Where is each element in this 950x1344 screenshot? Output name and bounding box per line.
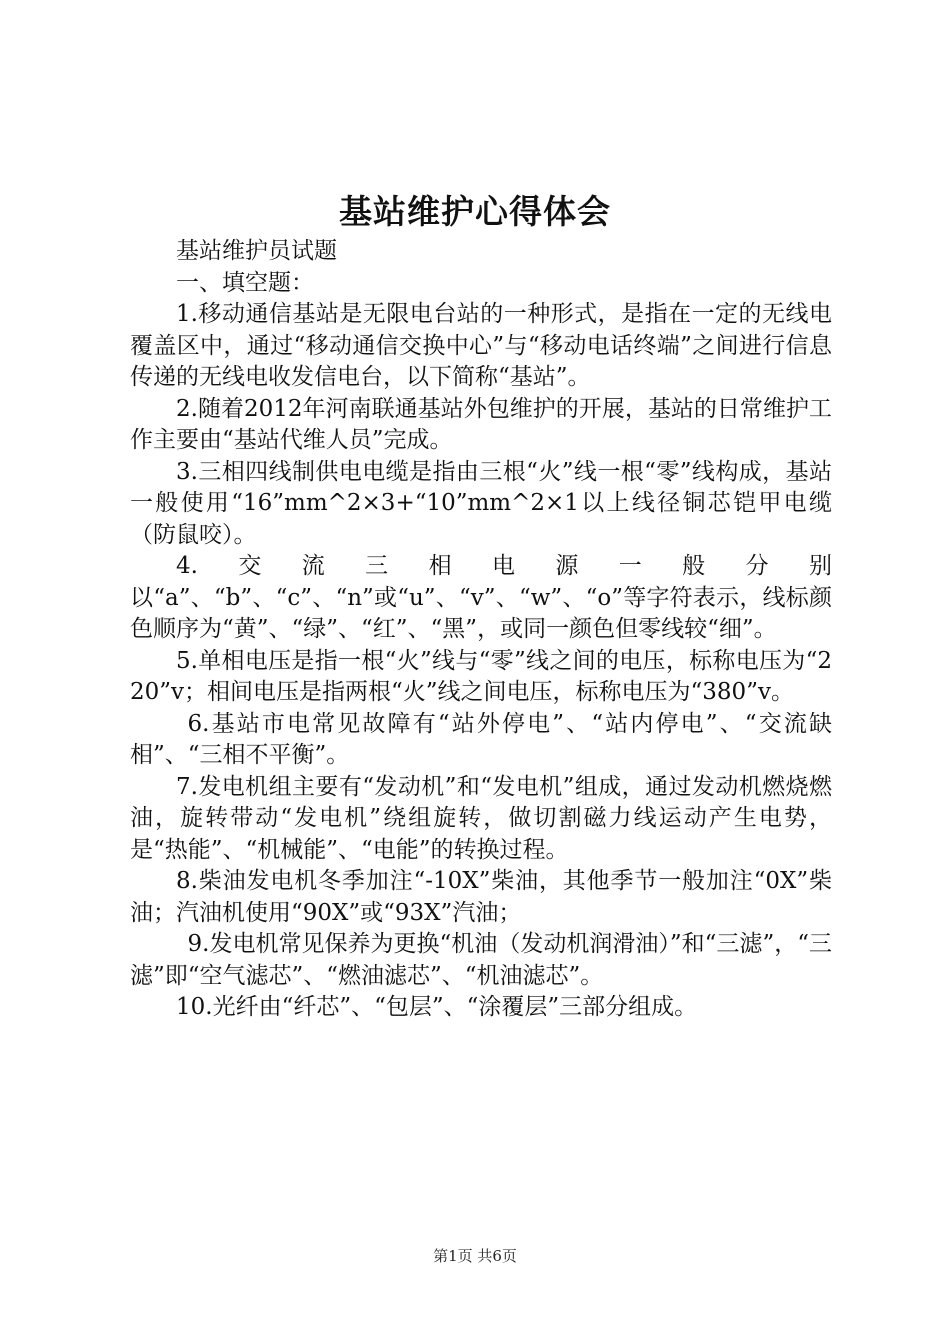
page-number-footer: 第1页 共6页 <box>433 1247 517 1265</box>
paragraph-item-9: 9.发电机常见保养为更换“机油（发动机润滑油）”和“三滤”，“三滤”即“空气滤芯”、“燃油滤芯”、“机油滤芯”。 <box>130 931 832 989</box>
paragraph-item-2: 2.随着2012年河南联通基站外包维护的开展，基站的日常维护工作主要由“基站代维人员”完成。 <box>130 395 832 453</box>
paragraph-item-1: 1.移动通信基站是无限电台站的一种形式，是指在一定的无线电覆盖区中，通过“移动通信交换中心”与“移动电话终端”之间进行信息传递的无线电收发信电台，以下简称“基站”。 <box>130 301 832 390</box>
paragraph-item-6: 6.基站市电常见故障有“站外停电”、“站内停电”、“交流缺相”、“三相不平衡”。 <box>130 710 832 768</box>
document-body <box>130 236 832 1024</box>
document-title: 基站维护心得体会 <box>339 192 611 231</box>
paragraph-item-10: 10.光纤由“纤芯”、“包层”、“涂覆层”三部分组成。 <box>176 994 698 1020</box>
paragraph-section-heading: 一、填空题： <box>176 269 314 296</box>
paragraph-subtitle: 基站维护员试题 <box>176 238 337 264</box>
paragraph-item-4: 4.交流三相电源一般分别以“a”、“b”、“c”、“n”或“u”、“v”、“w”、“o”等字符表示，线标颜色顺序为“黄”、“绿”、“红”、“黑”，或同一颜色但零线较“细”。 <box>130 553 832 642</box>
paragraph-item-5: 5.单相电压是指一根“火”线与“零”线之间的电压，标称电压为“220”v；相间电压是指两根“火”线之间电压，标称电压为“380”v。 <box>130 647 832 705</box>
paragraph-item-8: 8.柴油发电机冬季加注“-10X”柴油，其他季节一般加注“0X”柴油；汽油机使用“90X”或“93X”汽油； <box>130 868 832 926</box>
paragraph-item-7: 7.发电机组主要有“发动机”和“发电机”组成，通过发动机燃烧燃油，旋转带动“发电机”绕组旋转，做切割磁力线运动产生电势，是“热能”、“机械能”、“电能”的转换过程。 <box>130 773 832 863</box>
paragraph-item-3: 3.三相四线制供电电缆是指由三根“火”线一根“零”线构成，基站一般使用“16”mm^2×3+“10”mm^2×1以上线径铜芯铠甲电缆（防鼠咬）。 <box>130 458 832 548</box>
